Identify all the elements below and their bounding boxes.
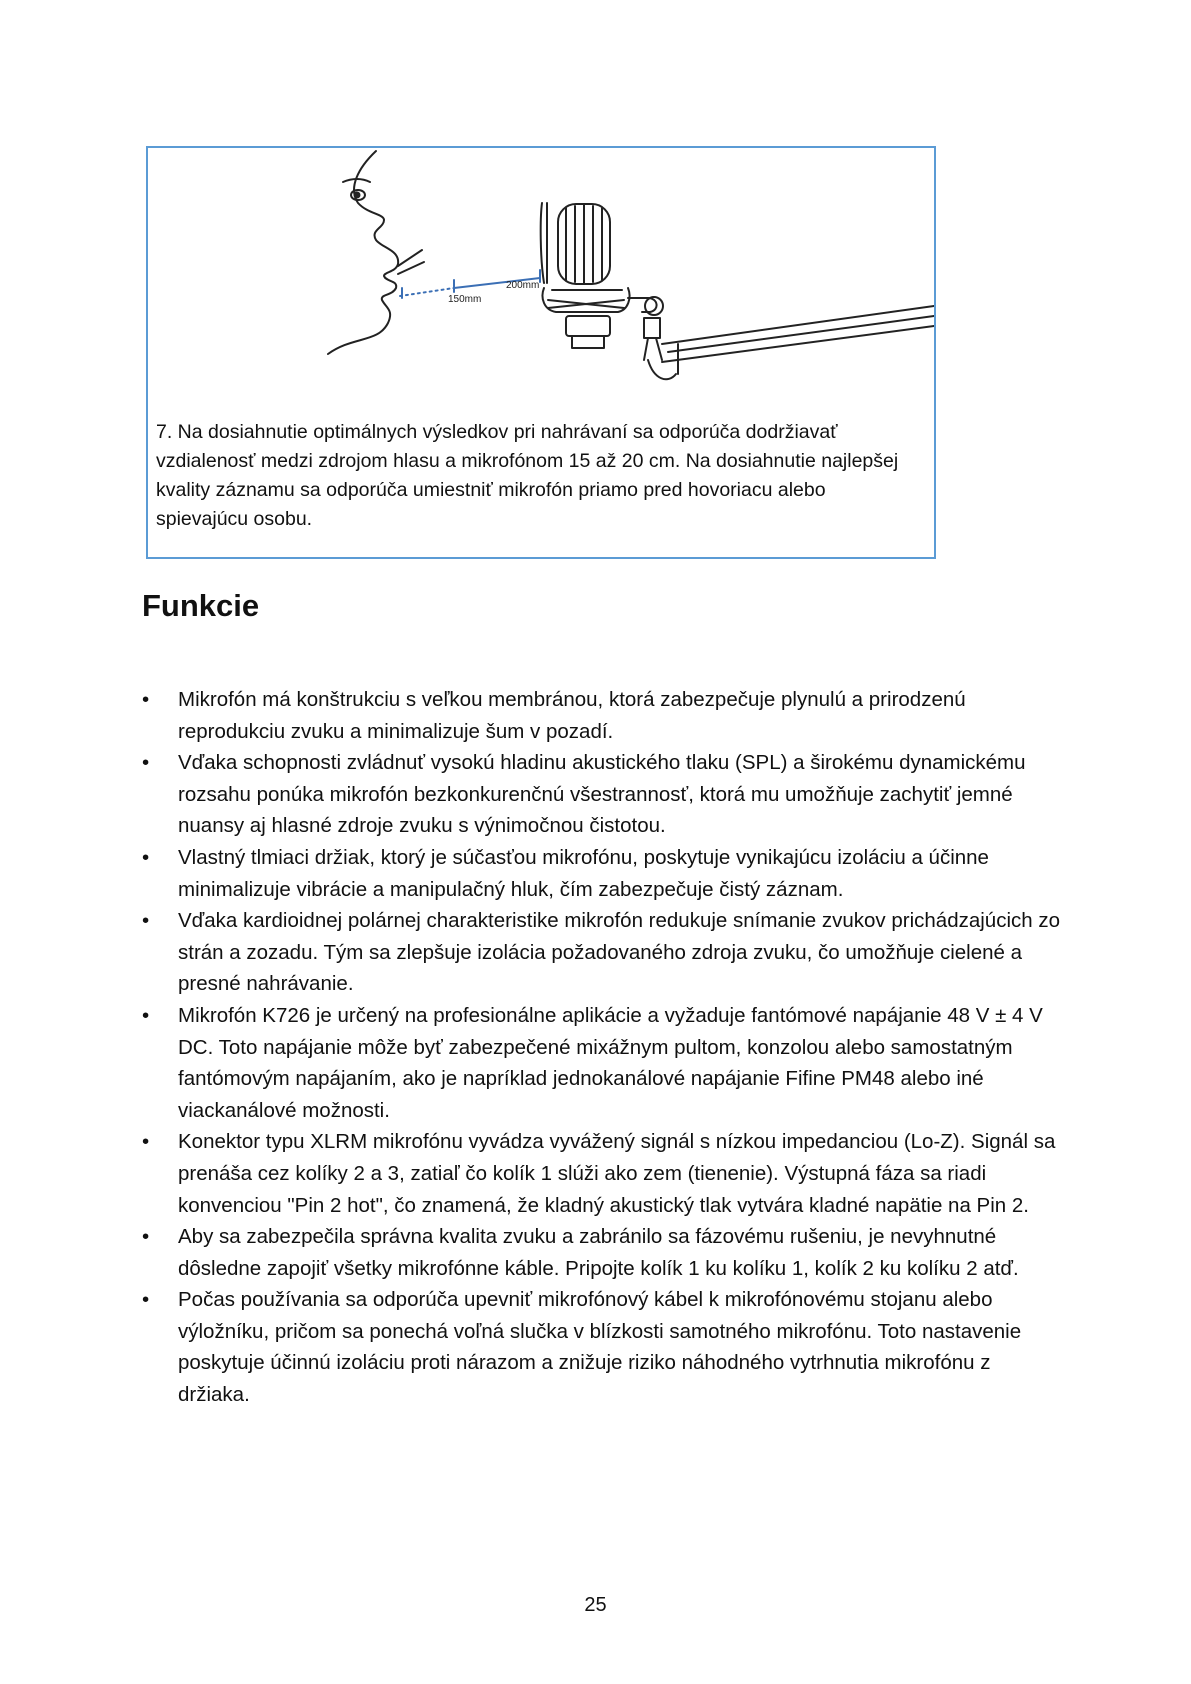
list-item-text: Počas používania sa odporúča upevniť mikrofónový kábel k mikrofónovému stojanu alebo výložníku, pričom sa ponechá voľná slučka v blízkosti samotného mikrofónu. Toto nastavenie poskytuje účinnú izoláciu proti nárazom a znižuje riziko náhodného vytrhnutia mikrofónu z držiaka. (178, 1288, 1022, 1407)
boom-arm (662, 306, 934, 344)
bullet-icon: • (142, 751, 150, 775)
figure-caption: 7. Na dosiahnutie optimálnych výsledkov pri nahrávaní sa odporúča dodržiavať vzdialenosť medzi zdrojom hlasu a mikrofónom 15 až 20 cm. Na dosiahnutie najlepšej kvality záznamu sa odporúča umiestniť mikrofón priamo pred hovoriacu alebo spievajúcu osobu. (156, 421, 899, 530)
figure-frame (146, 146, 936, 559)
distance-label-200: 200mm (506, 280, 540, 291)
list-item-text: Mikrofón má konštrukciu s veľkou membránou, ktorá zabezpečuje plynulú a prirodzenú reprodukciu zvuku a minimalizuje šum v pozadí. (178, 688, 966, 743)
bullet-icon: • (142, 1003, 150, 1027)
list-item-text: Vďaka kardioidnej polárnej charakteristike mikrofón redukuje snímanie zvukov prichádzajúcich zo strán a zozadu. Tým sa zlepšuje izolácia požadovaného zdroja zvuku, čo umožňuje cielené a presné nahrávanie. (178, 909, 1061, 996)
page-number: 25 (584, 1594, 607, 1616)
microphone-distance-illustration (148, 148, 934, 403)
bullet-icon: • (142, 909, 150, 933)
bullet-icon: • (142, 1130, 150, 1154)
list-item-text: Aby sa zabezpečila správna kvalita zvuku a zabránilo sa fázovému rušeniu, je nevyhnutné dôsledne zapojiť všetky mikrofónne káble. Pripojte kolík 1 ku kolíku 1, kolík 2 ku kolíku 2 atď. (178, 1225, 1019, 1280)
list-item (142, 1126, 1062, 1221)
list-item-text: Vďaka schopnosti zvládnuť vysokú hladinu akustického tlaku (SPL) a širokému dynamickému rozsahu ponúka mikrofón bezkonkurenčnú všestrannosť, ktorá mu umožňuje zachytiť jemné nuansy aj hlasné zdroje zvuku s výnimočnou čistotou. (178, 751, 1026, 838)
bullet-icon: • (142, 688, 150, 711)
list-item (142, 1221, 1062, 1284)
list-item-text: Mikrofón K726 je určený na profesionálne aplikácie a vyžaduje fantómové napájanie 48 V ± 4 V DC. Toto napájanie môže byť zabezpečené mixážnym pultom, konzolou alebo samostatným fantómovým napájaním, ako je napríklad jednokanálové napájanie Fifine PM48 alebo iné viackanálové možnosti. (178, 1003, 1043, 1122)
feature-list (142, 684, 1062, 1411)
bullet-icon: • (142, 1288, 150, 1312)
list-item (142, 1284, 1062, 1410)
list-item (142, 905, 1062, 1000)
list-item (142, 684, 1062, 747)
list-item (142, 1000, 1062, 1126)
list-item (142, 842, 1062, 905)
list-item-text: Vlastný tlmiaci držiak, ktorý je súčasťou mikrofónu, poskytuje vynikajúcu izoláciu a účinne minimalizuje vibrácie a manipulačný hluk, čím zabezpečuje čistý záznam. (178, 845, 989, 901)
distance-dotted-line (400, 288, 454, 296)
list-item-text: Konektor typu XLRM mikrofónu vyvádza vyvážený signál s nízkou impedanciou (Lo-Z). Signál sa prenáša cez kolíky 2 a 3, zatiaľ čo kolík 1 slúži ako zem (tienenie). Výstupná fáza sa riadi konvenciou "Pin 2 hot", čo znamená, že kladný akustický tlak vytvára kladné napätie na Pin 2. (178, 1130, 1056, 1217)
bullet-icon: • (142, 845, 150, 869)
bullet-icon: • (142, 1225, 150, 1249)
section-heading: Funkcie (142, 588, 260, 623)
pop-filter (541, 203, 544, 283)
face-profile (328, 151, 398, 354)
distance-label-150: 150mm (448, 294, 482, 305)
list-item (142, 747, 1062, 842)
